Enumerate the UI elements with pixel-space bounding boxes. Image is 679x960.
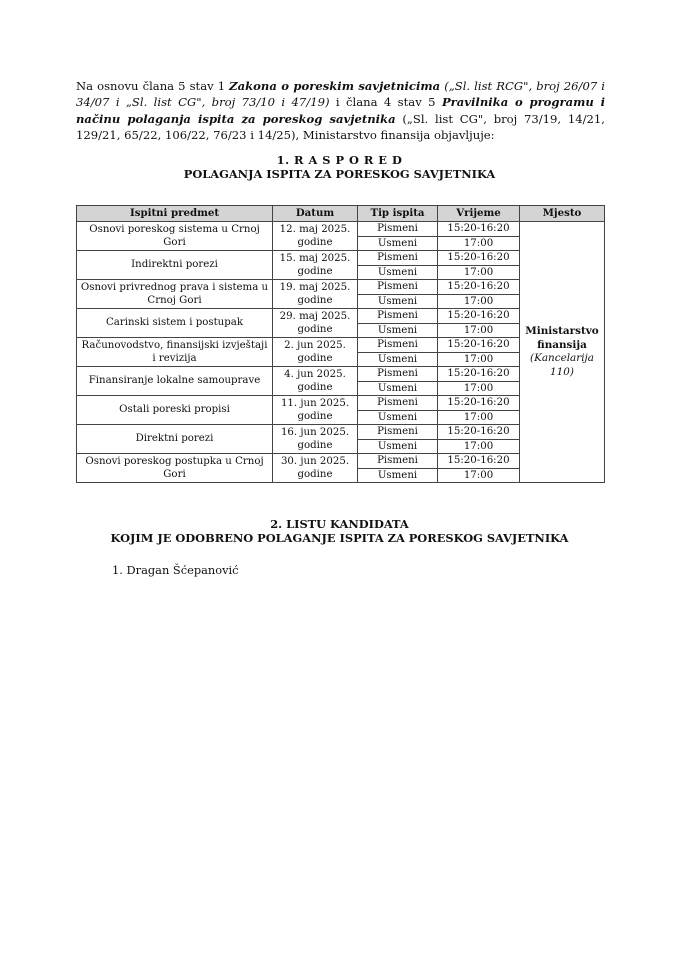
intro-text-1: Na osnovu člana 5 stav 1	[76, 79, 230, 93]
exam-type-cell: Pismeni	[358, 280, 438, 295]
time-cell: 15:20-16:20	[438, 222, 520, 237]
time-cell: 15:20-16:20	[438, 309, 520, 324]
subject-cell: Osnovi privrednog prava i sistema u Crnoj Gori	[77, 280, 273, 309]
subject-cell: Ostali poreski propisi	[77, 396, 273, 425]
time-cell: 15:20-16:20	[438, 454, 520, 469]
time-cell: 15:20-16:20	[438, 251, 520, 266]
exam-type-cell: Pismeni	[358, 396, 438, 411]
date-cell: 11. jun 2025. godine	[273, 396, 358, 425]
time-cell: 17:00	[438, 381, 520, 396]
law-title-1: Zakona o poreskim savjetnicima	[229, 79, 441, 93]
exam-type-cell: Pismeni	[358, 454, 438, 469]
candidate-list-item: 1. Dragan Šćepanović	[112, 563, 239, 577]
date-cell: 16. jun 2025. godine	[273, 425, 358, 454]
exam-type-cell: Pismeni	[358, 309, 438, 324]
subject-cell: Računovodstvo, finansijski izvještaji i revizija	[77, 338, 273, 367]
exam-type-cell: Usmeni	[358, 265, 438, 280]
subject-cell: Osnovi poreskog sistema u Crnoj Gori	[77, 222, 273, 251]
subject-cell: Direktni porezi	[77, 425, 273, 454]
header-time: Vrijeme	[438, 206, 520, 222]
time-cell: 17:00	[438, 468, 520, 483]
exam-type-cell: Usmeni	[358, 294, 438, 309]
table-row	[77, 222, 605, 237]
law-title-2: Pravilnika o programu i načinu polaganja ispita za poreskog savjetnika	[76, 95, 605, 126]
section1-title: 1. R A S P O R E D	[276, 153, 403, 167]
section1-subtitle: POLAGANJA ISPITA ZA PORESKOG SAVJETNIKA	[183, 167, 496, 181]
date-cell: 15. maj 2025. godine	[273, 251, 358, 280]
time-cell: 17:00	[438, 352, 520, 367]
exam-type-cell: Usmeni	[358, 381, 438, 396]
exam-type-cell: Usmeni	[358, 439, 438, 454]
date-cell: 2. jun 2025. godine	[273, 338, 358, 367]
header-place: Mjesto	[520, 206, 605, 222]
table-body	[77, 222, 605, 483]
date-cell: 4. jun 2025. godine	[273, 367, 358, 396]
subject-cell: Carinski sistem i postupak	[77, 309, 273, 338]
date-cell: 29. maj 2025. godine	[273, 309, 358, 338]
time-cell: 15:20-16:20	[438, 338, 520, 353]
time-cell: 15:20-16:20	[438, 425, 520, 440]
time-cell: 15:20-16:20	[438, 367, 520, 382]
exam-type-cell: Usmeni	[358, 410, 438, 425]
header-date: Datum	[273, 206, 358, 222]
exam-type-cell: Usmeni	[358, 236, 438, 251]
time-cell: 17:00	[438, 439, 520, 454]
place-name: Ministarstvo finansija	[525, 325, 599, 351]
time-cell: 17:00	[438, 410, 520, 425]
exam-type-cell: Pismeni	[358, 338, 438, 353]
intro-text-2: i člana 4 stav 5	[329, 95, 442, 110]
subject-cell: Finansiranje lokalne samouprave	[77, 367, 273, 396]
date-cell: 19. maj 2025. godine	[273, 280, 358, 309]
time-cell: 17:00	[438, 323, 520, 338]
gazette-ref-1: („Sl. list RCG", broj 26/07 i 34/07 i „Sl. list CG", broj 73/10 i 47/19)	[76, 79, 605, 110]
exam-type-cell: Usmeni	[358, 352, 438, 367]
section2-subtitle: KOJIM JE ODOBRENO POLAGANJE ISPITA ZA PORESKOG SAVJETNIKA	[110, 531, 569, 545]
time-cell: 15:20-16:20	[438, 396, 520, 411]
header-subject: Ispitni predmet	[77, 206, 273, 222]
time-cell: 17:00	[438, 265, 520, 280]
date-cell: 30. jun 2025. godine	[273, 454, 358, 483]
exam-schedule-table	[76, 205, 605, 483]
time-cell: 17:00	[438, 236, 520, 251]
subject-cell: Indirektni porezi	[77, 251, 273, 280]
place-office: (Kancelarija 110)	[530, 352, 594, 378]
exam-type-cell: Pismeni	[358, 251, 438, 266]
intro-text-3: („Sl. list CG", broj 73/19, 14/21, 129/21, 65/22, 106/22, 76/23 i 14/25), Ministarstvo finansija objavljuje:	[76, 111, 605, 143]
date-cell: 12. maj 2025. godine	[273, 222, 358, 251]
header-type: Tip ispita	[358, 206, 438, 222]
intro-paragraph	[76, 78, 605, 144]
exam-type-cell: Usmeni	[358, 468, 438, 483]
place-cell	[520, 222, 605, 483]
time-cell: 15:20-16:20	[438, 280, 520, 295]
subject-cell: Osnovi poreskog postupka u Crnoj Gori	[77, 454, 273, 483]
time-cell: 17:00	[438, 294, 520, 309]
section2-title: 2. LISTU KANDIDATA	[270, 517, 409, 531]
exam-type-cell: Pismeni	[358, 222, 438, 237]
exam-type-cell: Pismeni	[358, 425, 438, 440]
exam-type-cell: Pismeni	[358, 367, 438, 382]
table-header-row	[77, 206, 605, 222]
exam-type-cell: Usmeni	[358, 323, 438, 338]
